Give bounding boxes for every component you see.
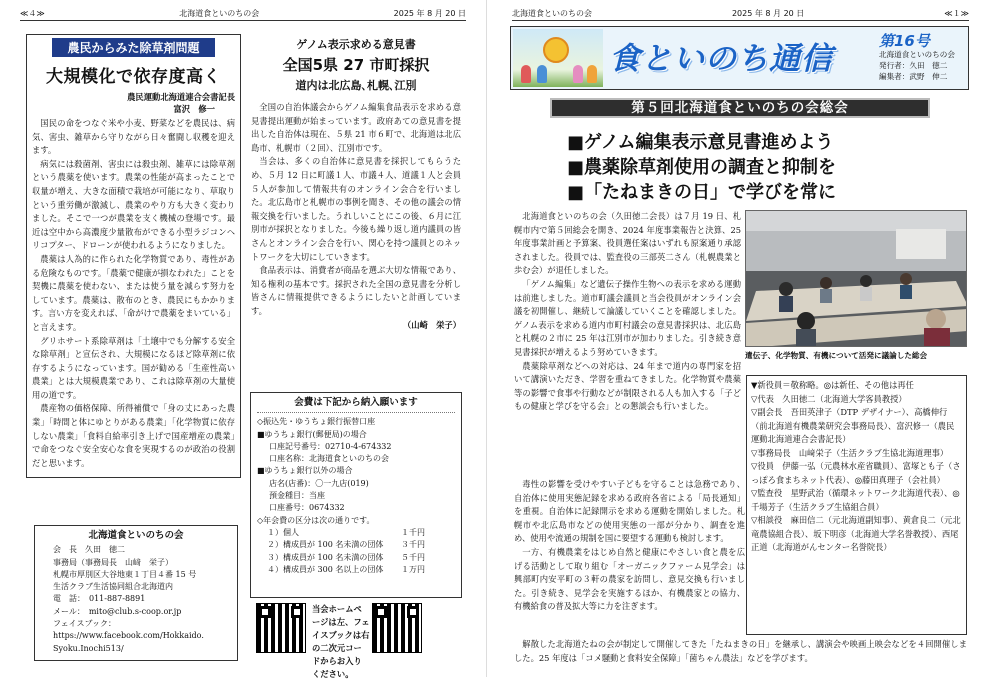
left-header-date: 2025 年 8 月 20 日 [393,8,466,18]
sun-icon [543,37,569,63]
newsletter-title: 食といのち通信 [609,41,833,77]
headline: ■農薬除草剤使用の調査と抑制を [567,157,837,178]
right-page-number: ≪１≫ [944,8,969,18]
fee-label: ２）構成員が 100 名未満の団体 [267,540,384,550]
article-paragraph: 全国の自治体議会からゲノム編集食品表示を求める意見書提出運動が始まっています。政府あての意見書を提出した自治体は現在、５県 21 市６町で、北海道は北広島市、札幌市（２回）、江別市です。 [251,102,461,153]
meeting-photo-drawing [746,211,967,347]
article-herbicide [26,34,241,478]
masthead-illustration-icon [513,29,603,87]
membership-line: ◇年会費の区分は次の通りです。 [257,515,375,525]
article-herbicide-body [32,117,235,470]
membership-line: 口座記号番号：02710-4-674332 [269,441,392,451]
meeting-room-photo [745,210,967,347]
officer-line: ▽監査役 星野武治（循環ネットワーク北海道代表）、◎千場芳子（生活クラブ生協組合員） [751,488,960,512]
article-paragraph: 毒性の影響を受けやすい子どもを守ることは急務であり、自治体に使用実態記録を求める政府各省による「局長通知」を重視。自治体に記録開示を求める運動を開始しました。札幌市や北広島市などの使用実態の一部が分かり、調査を進め、使用や流通の規制を国に要望する運動も検討します。 [514,479,745,544]
contact-facebook-link[interactable]: https://www.facebook.com/Hokkaido. [53,631,204,641]
article-genome-head: ゲノム表示求める意見書 [296,38,416,51]
homepage-qr-code-icon[interactable] [256,603,306,653]
membership-line: 店名(店番)：〇一九店(019) [269,478,369,488]
article-genome-signature: （山崎 栄子） [402,319,461,330]
fee-row [257,539,455,551]
fee-amount: １千円 [401,527,425,537]
left-page-header [20,6,466,21]
right-header-date: 2025 年 8 月 20 日 [731,8,805,18]
article-paragraph: 「ゲノム編集」など遺伝子操作生物への表示を求める運動は前進しました。道市町議会議員と当会役員がオンライン会議を初開催し、継続して論議していくことを確認しました。ゲノム表示を求める道内市町村議会の意見書採択は、北広島と札幌の２市に 25 年は江別市が加わりました。引き続き意見書採択が増えるよう努めていきます。 [514,278,741,357]
article-paragraph: 一方、有機農業をはじめ自然と健康にやさしい食と農を広げる活動として取り組む「オーガニックファーム見学会」は興部町内安平町の３軒の農家を訪問し、意見交換も行いました。引き続き、見学会を実施するほか、有機農家との協力、有機給食の普及拡大等に力を注ぎます。 [514,546,745,612]
left-header-org: 北海道食といのちの会 [179,8,260,18]
article-genome [247,34,465,389]
meeting-report-body [514,210,741,475]
article-paragraph: 国民の命をつなぐ米や小麦、野菜などを農民は、病気、害虫、雑草から守りながら日々奮闘し収穫を迎えます。 [32,118,235,156]
fee-label: ４）構成員が 300 名以上の団体 [267,564,384,574]
article-paragraph: 解散した北海道たねの会が制定して開催してきた「たねまきの日」を継承し、講演会や映画上映会などを４回開催しました。25 年度は「コメ騒動と食料安全保障」「菌ちゃん農法」などを学びます。 [514,639,967,663]
membership-fee-box [250,392,462,598]
fee-amount: ３千円 [401,540,425,550]
membership-line: ■ゆうちょ銀行(郵便局)の場合 [257,429,367,439]
article-herbicide-boxed-title: 農民からみた除草剤問題 [52,38,215,57]
contact-email[interactable]: メール： mito@club.s-coop.or.jp [53,606,182,616]
article-paragraph: 農産物の価格保障、所得補償で「身の丈にあった農業」「時間と体にゆとりがある農業」「化学物質に依存しない農業」「食料自給率引き上げで国産増産の農業」で命をつなぐ安全安心な食を実現するのが政治の役割だと思います。 [32,403,235,468]
membership-line: ◇振込先・ゆうちょ銀行振替口座 [257,417,376,427]
officer-line: ▽役員 伊藤一弘（元農林水産省職員）、富塚とも子（さっぽろ食まちネット代表）、◎藤田真理子（会社員） [751,461,961,485]
officer-line: ▼新役員＝敬称略。◎は新任、その他は再任 [751,380,914,390]
child-figure-icon [573,65,583,83]
headline: ■ゲノム編集表示意見書進めよう [567,132,834,153]
article-herbicide-title: 大規模化で依存度高く [46,67,221,87]
article-paragraph: グリホサート系除草剤は「土壌中でも分解する安全な除草剤」と宣伝され、大規模になるほど除草剤に依存するようになっています。国が勧める「生産性高い農業」とは大規模農業であり、これは除草剤の大量使用の道です。 [32,335,235,400]
contact-box [34,525,238,661]
membership-line: ■ゆうちょ銀行以外の場合 [257,466,353,476]
article-herbicide-org: 農民運動北海道連合会書記長 [127,92,235,102]
article-genome-title: 全国5県 27 市町採択 [282,56,430,74]
contact-line: 会 長 久田 徳二 [53,545,125,555]
contact-line: 事務局（事務局長 山﨑 栄子） [53,557,173,567]
fee-row [257,564,455,576]
publisher-info [879,49,955,82]
fee-amount: １万円 [401,564,425,574]
child-figure-icon [587,65,597,83]
article-genome-subtitle: 道内は北広島､札幌､江別 [295,79,417,92]
membership-line: 口座名称：北海道食といのちの会 [269,454,389,464]
article-paragraph: 北海道食といのちの会（久田徳二会長）は７月 19 日、札幌市内で第５回総会を開き、2024 年度事業報告と決算、25 年度事業計画と予算案、役員選任案はいずれも原案通り承認されました。役員では、監査役の三部英二さん（札幌農業と歩む会）が退任しました。 [514,211,741,276]
article-paragraph: 当会は、多くの自治体に意見書を採択してもらうため、５月 12 日に町議１人、市議４人、道議１人と会員５人が参加して情報共有のオンライン会合を行いました。北広島市と札幌市の事例を聞き、その他の議会の情報交換を行いました。うれしいことにこの後、６月に江別市が採択となりました。今後も繰り返し道内議員の皆さんとオンライン会合を行い、関心を持つ議員とのネットワークを大切にしていきます。 [251,156,461,262]
article-paragraph: 農薬除草剤などへの対応は、24 年まで道内の専門家を招いて講演いただき、学習を重ねてきました。化学物質や農薬等の影響で食事や行動などが制限される人も加入する「子どもの健康と学びを守る会」との懇談会も行いました。 [514,360,741,412]
meeting-report-closing [514,638,967,665]
officer-line: ▽相談役 麻田信二（元北海道副知事）、黄倉良二（元北竜農協組合長）、坂下明彦（北海道大学名誉教授）、西尾正道（北海道がんセンター名誉院長） [751,515,961,552]
contact-facebook-link-cont[interactable]: Syoku.Inochi513/ [53,643,124,653]
new-officers-box [746,375,967,635]
membership-line: 口座番号：0674332 [269,503,345,513]
contact-facebook-label: フェイスブック： [53,619,116,629]
left-page [0,0,487,677]
article-paragraph: 病気には殺菌剤、害虫には殺虫剤、雑草には除草剤という農薬を使います。農業の性能が高まったことで収量が増え、大きな面積で栽培が可能になり、草取りという重労働が激減し、農業のやり方も大きく変わりました。そこで一つが農業を支く機械の登場です。最近は空中から高濃度少量散布ができる小型ラジコンヘリコプター、ドローンが使われるようになりました。 [32,158,235,251]
officer-line: ▽代表 久田徳二（北海道大学客員教授） [751,393,907,404]
publisher-name: 発行者：久田 徳二 [879,61,948,70]
article-paragraph: 農薬は人為的に作られた化学物質であり、毒性がある危険なものです。「農薬で健康が損なわれた」ことを契機に農薬を使わない、または使う量を減らす努力をしています。農薬は、散布のとき、農民にもかかります。言い方を変えれば、「命がけで農薬をまいている」と言えます。 [32,253,235,332]
right-header-org: 北海道食といのちの会 [512,8,592,18]
issue-number: 第16号 [879,32,930,50]
contact-line: 札幌市厚別区大谷地東１丁目４番 15 号 [53,569,197,579]
editor-name: 編集者：武野 伸二 [879,72,948,81]
contact-phone: 電 話： 011-887-8891 [53,594,146,604]
child-figure-icon [537,65,547,83]
fee-row [257,527,455,539]
article-genome-body [251,101,461,332]
article-paragraph: 食品表示は、消費者が商品を選ぶ大切な情報であり、知る権利の基本です。採択された全国の意見書を分析し皆さんに情報提供できるようにしたいと計画しています。 [251,265,461,316]
left-page-number: ≪４≫ [20,8,45,18]
fee-row [257,552,455,564]
membership-line: 預金種目：当座 [269,491,325,501]
headline-list [567,130,836,205]
fee-label: １）個人 [267,527,299,537]
membership-title: 会費は下記から納入願います [257,397,455,413]
headline: ■「たねまきの日」で学びを常に [567,182,837,203]
qr-code-note: 当会ホームページは左、フェイスブックは右の二次元コードからお入りください。 [312,604,370,679]
publisher-org: 北海道食といのちの会 [879,50,955,59]
general-meeting-banner: 第５回北海道食といのちの会総会 [550,98,930,118]
contact-line: 生活クラブ生活協同組合北海道内 [53,582,173,592]
officer-line: ▽副会長 吾田英津子（DTP デザイナー）、高橋伸行（前北海道有機農業研究会事務局長）、富沢修一（農民運動北海道連合会書記長） [751,407,955,444]
newsletter-masthead [510,26,969,90]
child-figure-icon [521,65,531,83]
fee-label: ３）構成員が 100 名未満の団体 [267,552,384,562]
article-herbicide-author: 富沢 修一 [173,104,215,114]
right-page [492,0,989,677]
photo-caption: 遺伝子、化学物質、有機について活発に議論した総会 [745,351,928,360]
officer-line: ▽事務局長 山﨑栄子（生活クラブ生協北海道理事） [751,447,949,458]
right-page-header [512,6,969,21]
contact-title: 北海道食といのちの会 [88,530,184,541]
fee-amount: ５千円 [401,552,425,562]
facebook-qr-code-icon[interactable] [372,603,422,653]
